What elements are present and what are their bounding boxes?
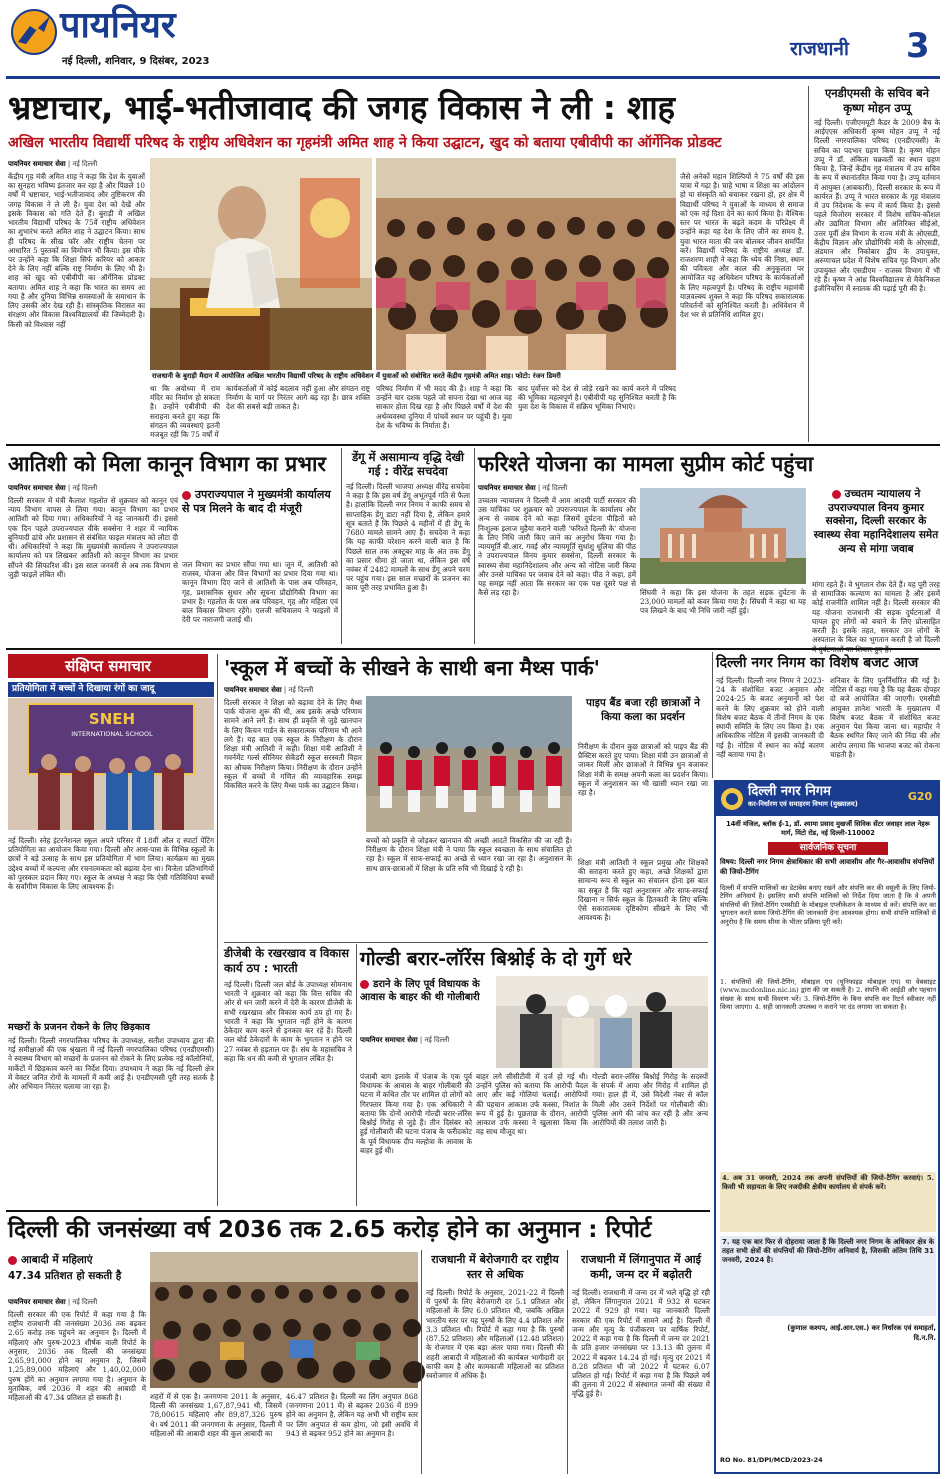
masthead	[0, 0, 946, 74]
mcd-budget-body2: शनिवार के लिए पुनर्निर्धारित की गई है। नोटिस में कहा गया है कि यह बैठक दोपहर दो बजे आयोजित की जाएगी। एमसीडी आयुक्त ज्ञानेश भारती के मुख्यालय में विशेष बजट बैठक में संशोधित बजट अनुमान पेश किया जाना था। महापौर ने बैठक स्थगित किए जाने की निंदा की और आरोप लगाया कि भाजपा बजट को रोकना चाहती है।	[830, 676, 940, 759]
lead-subhead: अखिल भारतीय विद्यार्थी परिषद के राष्ट्रीय अधिवेशन का गृहमंत्री अमित शाह ने किया उद्घाटन, खुद को बताया एबीवीपी का ऑर्गेनिक प्रोडक्ट	[8, 135, 722, 151]
atishi-byline: पायनियर समाचार सेवा | नई दिल्ली	[8, 484, 98, 492]
golden-divider	[356, 944, 357, 1206]
farishte-pullquote: उच्चतम न्यायालय ने उपराज्यपाल विनय कुमार सक्सेना, दिल्ली सरकार के स्वास्थ्य सेवा महानिदेशालय समेत अन्य से मांगा जवाब	[813, 488, 939, 555]
school-body3: शिक्षा मंत्री आतिशी ने स्कूल प्रमुख और शिक्षकों की सराहना करते हुए कहा, अच्छे शिक्षकों द्वारा सामान्य रूप से स्कूल का संचालन होना इस बात का सबूत है कि यहां अनुशासन और साफ-सफाई दिखाना न सिर्फ स्कूल के हितकारी के लिए बल्कि ऐसे सकारात्मक दृष्टिकोण सीखने के लिए भी आवश्यक है।	[578, 858, 708, 923]
golden-photo-arrest	[496, 976, 708, 1068]
unemp-headline: राजधानी में बेरोजगारी दर राष्ट्रीय स्तर से अधिक	[431, 1253, 559, 1281]
pullquote-bullet-icon	[8, 1256, 17, 1265]
lead-photo-shah	[150, 158, 372, 370]
mcd-ad-address: 14वीं मंजिल, ब्लॉक ई-1, डॉ. श्यामा प्रसाद मुखर्जी सिविक सेंटर जवाहर लाल नेहरू मार्ग, मिंटो रोड, नई दिल्ली-110002	[726, 820, 930, 837]
ndmc-divider	[808, 86, 809, 442]
sexratio-divider	[567, 1250, 568, 1474]
lead-headline: भ्रष्टाचार, भाई-भतीजावाद की जगह विकास ने ली : शाह	[8, 88, 675, 127]
school-photo-band	[366, 696, 572, 832]
briefs-item1-head: प्रतियोगिता में बच्चों ने दिखाया रंगों का जादू	[8, 682, 214, 697]
lead-col6: बाद पूर्वोत्तर को देश से जोड़े रखने का कार्य करने में परिषद की भूमिका महत्वपूर्ण है। एबीवीपी यह सुनिश्चित करती है कि युवा देश के विकास में सक्रिय भूमिका निभाएं।	[518, 384, 676, 412]
atishi-body2: जल विभाग का प्रभार सौंपा गया था। जून में, आतिशी को राजस्व, योजना और वित्त विभागों का प्रभार दिया गया था। कानून विभाग दिए जाने से आतिशी के पास अब परिवहन, गृह, प्रशासनिक सुधार और सूचना प्रौद्योगिकी विभाग का प्रभार है। गहलोत के पास अब परिवहन, गृह और महिला एवं बाल विकास विभाग रहेंगे। एलजी सचिवालय ने फाइलों में देरी पर नाराजगी जताई थी।	[182, 560, 338, 625]
population-byline: पायनियर समाचार सेवा | नई दिल्ली	[8, 1298, 98, 1306]
dengue-headline: डेंगू में असामान्य वृद्धि देखी गई : वीरेंद्र सचदेवा	[351, 450, 465, 478]
population-body3: 46.47 प्रतिशत है। दिल्ली का लिंग अनुपात 868 (जनगणना 2011 में) से बढ़कर 2036 में 899 होने का अनुमान है, लेकिन यह अभी भी राष्ट्रीय स्तर पर लिंग अनुपात से कम होगा, जो इसी अवधि में 943 से बढ़कर 952 होने का अनुमान है।	[286, 1392, 418, 1438]
briefs-item1-photo	[8, 698, 214, 830]
ndmc-body: नई दिल्ली। एजीएमयूटी कैडर के 2009 बैच के आईएएस अधिकारी कृष्ण मोहन उप्पू ने नई दिल्ली नगरपालिका परिषद (एनडीएमसी) के सचिव का पदभार ग्रहण किया है। कृष्ण मोहन उप्पू ने डॉ. अंकिता चक्रवर्ती का स्थान ग्रहण किया है, जिन्हें केंद्रीय गृह मंत्रालय में उप सचिव के रूप में स्थानांतरित किया गया है। उप्पू वर्तमान में आयुक्त (आबकारी), दिल्ली सरकार के रूप में कार्यरत हैं। उप्पू ने भारत सरकार के गृह मंत्रालय में उप निदेशक के रूप में कार्य किया है। इससे पहले मिजोरम सरकार में विशेष सचिव-कौशल और उद्यमिता विभाग और अतिरिक्त सीईओ, उत्तर पूर्वी क्षेत्र विभाग के राज्य मंत्री के ओएसडी, केंद्रीय विज्ञान और प्रौद्योगिकी मंत्री के ओएसडी, अंडमान और निकोबार द्वीप के उपायुक्त, अरुणाचल प्रदेश में विशेष सचिव गृह विभाग और उपायुक्त और एसडीएम - राजस्व विभाग में भी रहे हैं। कृष्ण ने आंध्र विश्वविद्यालय से मैकेनिकल इंजीनियरिंग में स्नातक की पढ़ाई पूरी की है।	[814, 118, 940, 293]
sexratio-headline: राजधानी में लिंगानुपात में आई कमी, जन्म दर में बढ़ोतरी	[580, 1253, 701, 1281]
briefs-title: संक्षिप्त समाचार	[8, 654, 208, 678]
school-pb-body: निरीक्षण के दौरान कुछ छात्राओं को पाइप बैंड की प्रैक्टिस करते हुए पाया। शिक्षा मंत्री उन छात्राओं से जाकर मिलीं और छात्राओं ने विभिन्न धुन बजाकर शिक्षा मंत्री के समक्ष अपनी कला का प्रदर्शन किया। स्कूल में अनुशासन का भी खासी ध्यान रखा जा रहा है।	[578, 742, 708, 798]
mcd-ad-logo: G20	[907, 790, 933, 803]
ndmc-headline: एनडीएमसी के सचिव बने कृष्ण मोहन उप्पू	[824, 86, 930, 115]
lead-col3: कार्यकर्ताओं में कोई बदलाव नहीं हुआ और संगठन राष्ट्र निर्माण के मार्ग पर निरंतर आगे बढ़ रहा है। छात्र शक्ति देश की सबसे बड़ी ताकत है।	[226, 384, 370, 412]
mcd-ad-notice: सार्वजनिक सूचना	[768, 842, 888, 855]
sexratio-body: नई दिल्ली। राजधानी में जन्म दर में भले वृद्धि हो रही हो, लेकिन लिंगानुपात 2021 में 932 से घटकर 2022 में 929 हो गया। यह जानकारी दिल्ली सरकार की एक रिपोर्ट में सामने आई है। दिल्ली में जन्म और मृत्यु के पंजीकरण पर वार्षिक रिपोर्ट, 2022 में कहा गया है कि दिल्ली में जन्म दर 2021 के प्रति हजार जनसंख्या पर 13.13 की तुलना में 2022 में बढ़कर 14.24 हो गई। मृत्यु दर 2021 में 8.28 प्रतिशत थी जो 2022 में घटकर 6.07 प्रतिशत हो गई। रिपोर्ट में कहा गया है कि पिछले वर्ष की तुलना में 2022 में संस्थागत जन्मों की संख्या में वृद्धि हुई है।	[572, 1288, 710, 1399]
dengue-divider	[341, 448, 342, 644]
mcd-ad-emblem-icon	[720, 786, 744, 812]
population-pullquote: आबादी में महिलाएं	[8, 1254, 144, 1268]
school-headline: 'स्कूल में बच्चों के सीखने के साथी बना मैथ्स पार्क'	[224, 656, 600, 680]
lead-col2: था कि अयोध्या में राम मंदिर का निर्माण हो सकता है। उन्होंने एबीवीपी की सराहना करते हुए कहा कि संगठन की व्यवस्थाएं इतनी मजबूत रहीं कि 75 वर्षों में	[150, 384, 220, 440]
mcd-ad-subject: विषय: दिल्ली नगर निगम क्षेत्राधिकार की सभी आवासीय और गैर-आवासीय संपत्तियों की जियो-टैगिंग	[720, 858, 935, 876]
mcd-ad-final: 7. यह एक बार फिर से दोहराया जाता है कि दिल्ली नगर निगम के अधिकार क्षेत्र के तहत सभी क्षेत्रों की संपत्तियों की जियो-टैगिंग अनिवार्य है, जिसकी अंतिम तिथि 31 जनवरी, 2024 है।	[720, 1236, 936, 1316]
golden-pullquote: डराने के लिए पूर्व विधायक के आवास के बाहर की थी गोलीबारी	[360, 979, 480, 1003]
djb-divider-top	[224, 942, 708, 943]
masthead-logo-icon	[8, 6, 60, 58]
golden-byline: पायनियर समाचार सेवा | नई दिल्ली	[360, 1036, 450, 1044]
mcd-ad-deadline: 4. अब 31 जनवरी, 2024 तक अपनी संपत्तियों की जियो-टैगिंग करवाएं। 5. किसी भी सहायता के लिए नजदीकी क्षेत्रीय कार्यालय से संपर्क करें।	[720, 1172, 936, 1232]
mcd-budget-headline: दिल्ली नगर निगम का विशेष बजट आज	[716, 655, 919, 671]
atishi-headline: आतिशी को मिला कानून विभाग का प्रभार	[8, 452, 327, 476]
section-label: राजधानी	[790, 38, 849, 60]
mcd-ad-body: दिल्ली में संपत्ति मालिकों का डेटाबेस बनाए रखने और संपत्ति कर की वसूली के लिए जियो-टैगिंग अनिवार्य है। इसलिए सभी संपत्ति मालिकों को निर्देश दिया जाता है कि वे अपनी संपत्तियों की जियो-टैगिंग एमसीडी के मोबाइल एप्लीकेशन के माध्यम से करें। संपत्ति कर का भुगतान करते समय जियो-टैगिंग की जानकारी देना आवश्यक होगा। सभी संपत्ति मालिकों से अनुरोध है कि समय सीमा के भीतर प्रक्रिया पूरी करें।	[720, 884, 936, 926]
population-body2: शहरों में से एक है। जनगणना 2011 के अनुसार, दिल्ली की जनसंख्या 1,67,87,941 थी, जिसमें 78,00615 महिलाएं और 89,87,326 पुरुष थे। वर्ष 2011 की जनगणना के अनुसार, दिल्ली में महिलाओं की आबादी शहर की कुल आबादी का	[150, 1392, 282, 1438]
dengue-body: नई दिल्ली। दिल्ली भाजपा अध्यक्ष वीरेंद्र सचदेवा ने कहा है कि इस वर्ष डेंगू अभूतपूर्व गति से फैला है। हालांकि दिल्ली नगर निगम ने काफी समय से साप्ताहिक डेंगू डाटा नहीं दिया है, लेकिन हमारे सूत्र बताते हैं कि पिछले 4 महीनों में ही डेंगू के 7680 मामले सामने आए हैं। सचदेवा ने कहा कि यह काफी परेशान करने वाली बात है कि पिछले साल तक अक्टूबर माह के अंत तक डेंगू का प्रसार धीमा हो जाता था, लेकिन इस वर्ष नवंबर में 2482 मामलों के साथ डेंगू अपने चरम पर पहुंच गया। इस साल मच्छरों के प्रजनन का काम पूरी तरह प्रभावित हुआ है।	[346, 482, 470, 593]
mcd-ad-title: दिल्ली नगर निगम	[748, 784, 831, 799]
mcd-divider	[712, 652, 713, 778]
farishte-body: उच्चतम न्यायालय ने दिल्ली में आम आदमी पार्टी सरकार की उस याचिका पर शुक्रवार को उपराज्यपाल के कार्यालय और अन्य से जवाब देने को कहा जिसमें दुर्घटना पीड़ितों को निःशुल्क इलाज मुहैया कराने वाली 'फरिश्ते दिल्ली के' योजना के लिए निधि जारी किए जाने का अनुरोध किया गया है। न्यायमूर्ति बी.आर. गवई और न्यायमूर्ति सुधांशु धूलिया की पीठ ने उपराज्यपाल विनय कुमार सक्सेना, दिल्ली सरकार के स्वास्थ्य सेवा महानिदेशालय और अन्य को नोटिस जारी किया और उनसे याचिका पर जवाब देने को कहा। पीठ ने कहा, हमें यह समझ नहीं आता कि सरकार का एक पक्ष दूसरे पक्ष से कैसे लड़ रहा है।	[478, 496, 636, 598]
mcd-ad-subtitle: कर-निर्धारण एवं समाहरण विभाग (मुख्यालय)	[748, 800, 858, 808]
briefs-item1-banner-sub: INTERNATIONAL SCHOOL	[71, 730, 153, 738]
golden-headline: गोल्डी बरार-लॉरेंस बिश्नोई के दो गुर्गे धरे	[360, 948, 632, 970]
school-byline: पायनियर समाचार सेवा | नई दिल्ली	[224, 686, 314, 694]
page-number: 3	[906, 26, 930, 66]
school-pb-head: पाइप बैंड बजा रही छात्राओं ने किया कला का प्रदर्शन	[586, 697, 700, 723]
mcd-ad-points: 1. संपत्तियों की जियो-टैगिंग, मोबाइल एप (यूनिफाइड मोबाइल एप) या वेबसाइट (www.mcdonline.nic.in) द्वारा की जा सकती है। 2. संपत्ति की आईडी और पहचान संख्या के साथ सभी विवरण भरें। 3. जियो-टैगिंग के बिना संपत्ति कर रिटर्न स्वीकार नहीं किया जाएगा। 4. सही जानकारी उपलब्ध न कराने पर दंड लगाया जा सकता है।	[720, 978, 936, 1012]
djb-headline: डीजेबी के रखरखाव व विकास कार्य ठप : भारती	[224, 946, 349, 975]
farishte-headline: फरिश्ते योजना का मामला सुप्रीम कोर्ट पहुंचा	[478, 452, 814, 476]
unemp-divider	[421, 1250, 422, 1474]
pullquote-bullet-icon	[832, 490, 841, 499]
masthead-title: पायनियर	[60, 5, 176, 46]
atishi-pullquote: उपराज्यपाल ने मुख्यमंत्री कार्यालय से पत्र मिलने के बाद दी मंजूरी	[182, 488, 331, 516]
briefs-item1-body: नई दिल्ली। स्नेह इंटरनेशनल स्कूल अपने परिसर में 18वीं ऑल द स्पार्टा पेंटिंग प्रतियोगिता का आयोजन किया गया। दिल्ली और आस-पास के विभिन्न स्कूलों के छात्रों ने बड़े उत्साह के साथ इस प्रतियोगिता में भाग लिया। कार्यक्रम का मुख्य उद्देश्य बच्चों में कल्पना और रचनात्मकता को बढ़ावा देना था। विजेता प्रतिभागियों को पुरस्कार प्रदान किए गए। स्कूल के अध्यक्ष ने कहा कि ऐसी गतिविधियां बच्चों के सर्वांगीण विकास के लिए आवश्यक हैं।	[8, 836, 214, 892]
school-body2: बच्चों को प्रकृति से जोड़कर खानपान की अच्छी आदतें विकसित की जा रही हैं। निरीक्षण के दौरान शिक्षा मंत्री ने पाया कि स्कूल स्वच्छता के साथ संचालित हो रहा है। स्कूल में साफ-सफाई का अच्छे से ध्यान रखा जा रहा है। अनुशासन के साथ छात्र-छात्राओं में शिक्षा के प्रति रुचि भी दिखाई दे रही है।	[366, 836, 572, 873]
rule-2	[6, 648, 940, 650]
golden-body3: गोल्डी बरार-लॉरेंस बिश्नोई गिरोह के सदस्यों के संपर्क में आया और गिरोह में शामिल हो गया। हाल ही में, उसे विदेशी नंबर से कॉल मिली और उसने निर्देशों पर गोलीबारी की। पुलिस आगे की जांच कर रही है और अन्य आरोपियों की तलाश जारी है।	[592, 1072, 708, 1128]
golden-body: पंजाबी बाग इलाके में पंजाब के एक पूर्व विधायक के आवास के बाहर गोलीबारी की घटना में कथित तौर पर शामिल दो लोगों को गिरफ्तार किया गया है। एक अधिकारी ने बताया कि दोनों आरोपी गोल्डी बरार-लॉरेंस बिश्नोई गिरोह से जुड़े हैं। तीन दिसंबर को हुई गोलीबारी की घटना पंजाब के फरीदकोट के पूर्व विधायक दीप मल्होत्रा के आवास के बाहर हुई थी।	[360, 1072, 472, 1155]
farishte-body3: मांगा रहते हैं। वे भुगतान रोक देते हैं। यह पूरी तरह से सामाजिक कल्याण का मामला है और इसमें कोई राजनीति शामिल नहीं है। दिल्ली सरकार की यह योजना राजधानी की सड़क दुर्घटनाओं में घायल हुए लोगों को बचाने के लिए प्रोत्साहित करती है। इसके तहत, सरकार उन लोगों के अस्पताल के बिल का भुगतान करती है जो दिल्ली	[812, 580, 940, 645]
mcd-budget-body: नई दिल्ली। दिल्ली नगर निगम ने 2023-24 के संशोधित बजट अनुमान और 2024-25 के बजट अनुमानों को पेश करने के लिए शुक्रवार को होने वाली विशेष बजट बैठक में तीनों निगम के एक स्थायी समिति के लिए तय किया है। एक अधिकारिक नोटिस में इसकी जानकारी दी गई है। नोटिस में स्थान का कोई कारण नहीं बताया गया है।	[716, 676, 824, 759]
djb-body: नई दिल्ली। दिल्ली जल बोर्ड के उपाध्यक्ष सोमनाथ भारती ने शुक्रवार को कहा कि वित्त सचिव की ओर से धन जारी करने में देरी के कारण डीजेबी के सभी रखरखाव और विकास कार्य ठप हो गए हैं। भारती ने कहा कि भुगतान नहीं होने के कारण ठेकेदार काम करने से इनकार कर रहे हैं। दिल्ली जल बोर्ड ठेकेदारों के काम के भुगतान न होने पर 27 नवंबर से हड़ताल पर हैं। संघ के महासचिव ने कहा कि धन की कमी से भुगतान लंबित है।	[224, 980, 352, 1063]
mcd-ad-ro: RO No. 81/DPI/MCD/2023-24	[720, 1456, 823, 1464]
lead-byline: पायनियर समाचार सेवा | नई दिल्ली	[8, 160, 98, 168]
lead-photo-audience	[376, 158, 676, 370]
school-body: दिल्ली सरकार ने शिक्षा को बढ़ावा देने के लिए मैथ्स पार्क योजना शुरू की थी, अब इसके अच्छे परिणाम सामने आने लगे हैं। साथ ही प्रकृति से जुड़े खानपान के लिए किचन गार्डन के सकारात्मक परिणाम भी आने लगे हैं। यह बात एक स्कूल के निरीक्षण के दौरान शिक्षा मंत्री आतिशी ने कही। शिक्षा मंत्री आतिशी ने गवर्नमेंट गर्ल्स सीनियर सेकेंडरी स्कूल सरस्वती विहार का औचक निरीक्षण किया। निरीक्षण के दौरान उन्होंने स्कूल में बच्चों में गणित की व्यावहारिक समझ विकसित करने के लिए मैथ्स पार्क का उद्घाटन किया।	[224, 698, 362, 790]
population-body: दिल्ली सरकार की एक रिपोर्ट में कहा गया है कि राष्ट्रीय राजधानी की जनसंख्या 2036 तक बढ़कर 2.65 करोड़ तक पहुंचने का अनुमान है। दिल्ली में महिलाएं और पुरुष-2023 शीर्षक वाली रिपोर्ट के अनुसार, 2036 तक दिल्ली की जनसंख्या 2,65,91,000 होने का अनुमान है, जिसमें 1,25,89,000 महिलाएं और 1,40,02,000 पुरुष होंगे का अनुमान लगाया गया है। अनुमान के मुताबिक, वर्ष 2036 में शहर की आबादी में महिलाओं की 47.34 प्रतिशत हो सकती है।	[8, 1310, 146, 1402]
population-photo-crowd	[150, 1252, 418, 1388]
golden-body2: बाहर लगे सीसीटीवी में दर्ज हो गई थी। उन्होंने पुलिस को बताया कि आरोपी पैदल आए और कई गोलियां चलाईं। आरोपियों की पहचान आकाश उर्फ कस्सा, निशांत के रूप में हुई है। पूछताछ के दौरान, आरोपी आकाश उर्फ कस्सा ने खुलासा किया कि वह साथ मौजूद था।	[476, 1072, 588, 1137]
farishte-photo-court	[640, 488, 806, 584]
pullquote-bullet-icon	[360, 980, 369, 989]
briefs-item1-banner: SNEH	[88, 710, 136, 728]
pullquote-bullet-icon	[182, 491, 191, 500]
unemp-body: नई दिल्ली। रिपोर्ट के अनुसार, 2021-22 में दिल्ली में पुरुषों के लिए बेरोजगारी दर 5.1 प्रतिशत और महिलाओं के लिए 6.0 प्रतिशत थी, जबकि अखिल भारतीय स्तर पर यह पुरुषों के लिए 4.4 प्रतिशत और 3.3 प्रतिशत थी। रिपोर्ट में कहा गया है कि पुरुषों (87.52 प्रतिशत) और महिलाओं (12.48 प्रतिशत) के रोजगार में एक बड़ा अंतर पाया गया। दिल्ली की शहरी आबादी में महिलाओं की कार्यबल भागीदारी दर काफी कम है और कामकाजी महिलाओं का प्रतिशत स्वरोजगार में अधिक है।	[426, 1288, 564, 1380]
atishi-body: दिल्ली सरकार में मंत्री कैलाश गहलोत से शुक्रवार को कानून एवं न्याय विभाग वापस ले लिया गया। कानून विभाग का प्रभार आतिशी को दिया गया। अधिकारियों ने यह जानकारी दी। इससे एक दिन पहले उपराज्यपाल वीके सक्सेना ने शहर में न्यायिक बुनियादी ढांचे और प्रशासन से संबंधित फाइल मंत्रालय को लौटा दी थी। अधिकारियों ने कहा कि मुख्यमंत्री कार्यालय ने उपराज्यपाल कार्यालय को पत्र लिखकर आतिशी को कानून विभाग का प्रभार सौंपने की सिफारिश की। इस साल जनवरी से अब तक विभाग से जुड़ी फाइलें लंबित थीं।	[8, 496, 178, 579]
lead-col5: जैसे अनेकों महान शिल्पियों ने 75 वर्षों की इस यात्रा में गढ़ा है। चाहे भाषा व शिक्षा का आंदोलन हो या संस्कृति को बचाकर रखना हो, हर क्षेत्र में विद्यार्थी परिषद ने युवाओं के माध्यम से समाज को एक नई दिशा देने का कार्य किया है। वैश्विक स्तर पर भारत के बढ़ते कदम के परिप्रेक्ष्य में उन्होंने कहा यह देश के लिए जीने का समय है, युवा भारत माता की जय बोलकर जीवन समर्पित करें। विद्यार्थी परिषद के राष्ट्रीय अध्यक्ष डॉ. राजशरण शाही ने कहा कि ध्येय की निष्ठा, स्थान की पवित्रता और काल की अनुकूलता पर आयोजित यह अधिवेशन परिषद के कार्यकर्ताओं के लिए महत्वपूर्ण है। परिषद के राष्ट्रीय महामंत्री याज्ञवल्क्य शुक्ल ने कहा कि परिषद सकारात्मक परिवर्तनों को सुनिश्चित करती है। अधिवेशन में देश भर से प्रतिनिधि शामिल हुए।	[680, 172, 804, 320]
farishte-body2: सिंघवी ने कहा कि इस योजना के तहत सड़क दुर्घटना के 23,000 मामलों को कवर किया गया है। सिंघवी ने कहा था यह पत्र लिखने के बाद भी निधि जारी नहीं हुई।	[640, 588, 806, 616]
masthead-dateline: नई दिल्ली, शनिवार, 9 दिसंबर, 2023	[62, 56, 210, 67]
lead-caption: राजधानी के बुराड़ी मैदान में आयोजित अखिल भारतीय विद्यार्थी परिषद के राष्ट्रीय अधिवेशन में युवाओं को संबोधित करते केंद्रीय गृहमंत्री अमित शाह। फोटो: रंजन डिमरी	[152, 372, 561, 380]
farishte-divider	[474, 448, 475, 644]
rule-3	[6, 1210, 710, 1212]
population-headline: दिल्ली की जनसंख्या वर्ष 2036 तक 2.65 करोड़ होने का अनुमान : रिपोर्ट	[8, 1217, 652, 1243]
masthead-rule	[6, 76, 940, 79]
rule-1	[6, 444, 940, 446]
briefs-item2-body: नई दिल्ली। दिल्ली नगरपालिका परिषद के उपाध्यक्ष, सतीश उपाध्याय द्वारा की गई समीक्षाओं की एक श्रृंखला में नई दिल्ली नगरपालिका परिषद (एनडीएमसी) ने स्वास्थ्य विभाग को मच्छरों के प्रजनन को रोकने के लिए प्रत्येक नई कॉलोनियों, मार्केटों में छिड़काव करने का निर्देश दिया। उपाध्याय ने कहा कि नई दिल्ली क्षेत्र में वेक्टर जनित रोगों के मामलों में कमी आई है। एनडीएमसी पूरी तरह सतर्क है और अभियान निरंतर चलाया जा रहा है।	[8, 1036, 214, 1092]
lead-col4: परिषद निर्माण में भी मदद की है। शाह ने कहा कि उन्होंने चार दशक पहले जो सपना देखा था आज वह साकार होता दिख रहा है और पिछले वर्षों में देश की अर्थव्यवस्था दुनिया में पांचवें स्थान पर पहुंची है। युवा देश के भविष्य के निर्माता हैं।	[376, 384, 512, 430]
farishte-byline: पायनियर समाचार सेवा | नई दिल्ली	[478, 484, 568, 492]
mcd-ad-signature: (कुणाल कश्यप, आई.आर.एस.) कर निर्धारक एवं समाहर्ता, दि.न.नि.	[787, 1324, 936, 1342]
lead-col1: केंद्रीय गृह मंत्री अमित शाह ने कहा कि देश के युवाओं का सुनहरा भविष्य इंतजार कर रहा है और पिछले 10 वर्षों में भ्रष्टाचार, भाई-भतीजावाद और तुष्टिकरण की जगह विकास ने ले ली है। युवा देश को देखें और इसके विकास को गति देते हैं। बुराड़ी में अखिल भारतीय विद्यार्थी परिषद के 75वें राष्ट्रीय अधिवेशन का शुभारंभ करते अमित शाह ने उद्घाटन किया। साथ ही परिषद के सीख फॉर और राष्ट्रीय चेतना पर आधारित 5 पुस्तकों का विमोचन भी किया। इस मौके पर उन्होंने कहा कि शिक्षा सिर्फ करियर को आकार देने के लिए नहीं बल्कि राष्ट्र निर्माण के लिए भी है। शाह को खुद को एबीवीपी का ऑर्गेनिक प्रोडक्ट बताया। अमित शाह ने कहा कि भारत का समय आ गया है और दुनिया विभिन्न समस्याओं के समाधान के लिए उसकी ओर देख रही है। सांस्कृतिक विरासत का संरक्षण और विकास विश्वविद्यालयों की जिम्मेदारी है। किसी को विश्वास नहीं	[8, 172, 145, 329]
briefs-item2-head: मच्छरों के प्रजनन रोकने के लिए छिड़काव	[8, 1022, 150, 1033]
population-pullquote-2: 47.34 प्रतिशत हो सकती है	[8, 1270, 122, 1282]
